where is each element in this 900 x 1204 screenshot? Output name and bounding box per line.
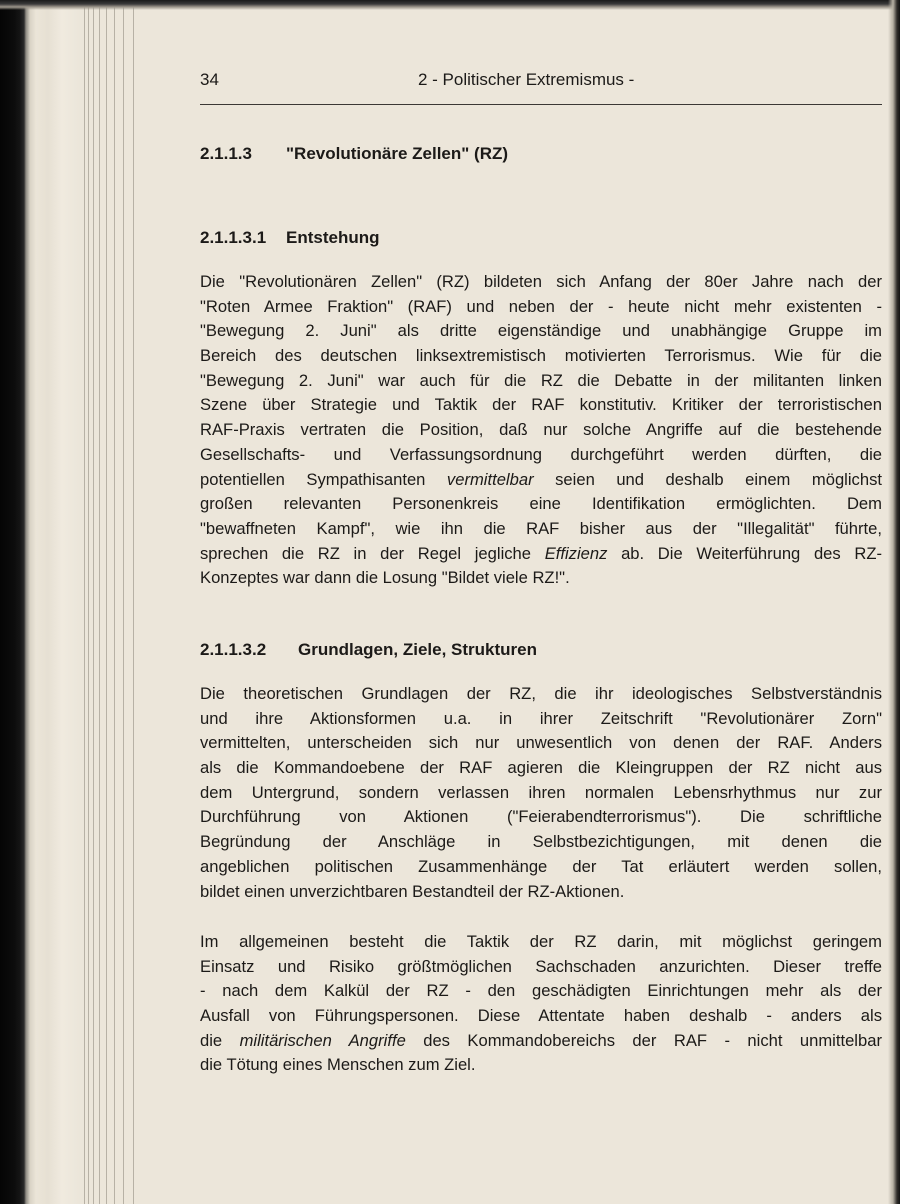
text-run: des Kommandobereichs der RAF - nicht unmittelbar: [405, 1030, 882, 1050]
subsection-heading-grundlagen: [200, 640, 537, 660]
text-run: potentiellen Sympathisanten: [200, 469, 447, 489]
page-edge-line: [106, 0, 107, 1204]
text-line: angeblichen politischen Zusammenhänge der Tat erläutert werden sollen,: [200, 856, 882, 876]
section-number: 2.1.1.3: [200, 144, 252, 163]
running-head: [200, 66, 882, 96]
text-run: sprechen die RZ in der Regel jegliche: [200, 543, 545, 563]
text-line: Bereich des deutschen linksextremistisch motivierten Terrorismus. Wie für die: [200, 346, 882, 366]
text-line: [200, 542, 882, 567]
page-edge-line: [123, 0, 124, 1204]
paragraph-taktik: [200, 930, 882, 1078]
text-run: ab. Die Weiterführung des RZ-: [607, 543, 882, 563]
text-line: - nach dem Kalkül der RZ - den geschädigten Einrichtungen mehr als der: [200, 981, 882, 1001]
text-line: großen relevanten Personenkreis eine Identifikation ermöglichten. Dem: [200, 494, 882, 514]
subsection-number: 2.1.1.3.1: [200, 228, 267, 247]
page-edge-line: [88, 0, 89, 1204]
book-spine-shadow: [0, 0, 80, 1204]
text-line: "Bewegung 2. Juni" als dritte eigenständige und unabhängige Gruppe im: [200, 321, 882, 341]
page-edge-line: [84, 0, 85, 1204]
text-line: dem Untergrund, sondern verlassen ihren normalen Lebensrhythmus nur zur: [200, 782, 882, 802]
page-edge-line: [114, 0, 115, 1204]
text-line: Einsatz und Risiko größtmöglichen Sachschaden anzurichten. Dieser treffe: [200, 956, 882, 976]
text-line: als die Kommandoebene der RAF agieren die Kleingruppen der RZ nicht aus: [200, 758, 882, 778]
subsection-title: Entstehung: [286, 228, 380, 247]
text-line: und ihre Aktionsformen u.a. in ihrer Zeitschrift "Revolutionärer Zorn": [200, 708, 882, 728]
text-run: die: [200, 1030, 240, 1050]
page-edge-line: [99, 0, 100, 1204]
text-line: Die "Revolutionären Zellen" (RZ) bildeten sich Anfang der 80er Jahre nach der: [200, 272, 882, 291]
page-edge-line: [133, 0, 134, 1204]
text-line: Konzeptes war dann die Losung "Bildet viele RZ!".: [200, 568, 570, 588]
page-number: 34: [200, 70, 219, 89]
italic-emphasis: Effizienz: [544, 543, 608, 563]
subsection-number: 2.1.1.3.2: [200, 640, 267, 659]
text-line: die Tötung eines Menschen zum Ziel.: [200, 1055, 476, 1075]
text-run: seien und deshalb einem möglichst: [533, 469, 882, 489]
text-line: "bewaffneten Kampf", wie ihn die RAF bisher aus der "Illegalität" führte,: [200, 518, 882, 538]
text-line: "Bewegung 2. Juni" war auch für die RZ die Debatte in der militanten linken: [200, 370, 882, 390]
text-line: Begründung der Anschläge in Selbstbezichtigungen, mit denen die: [200, 832, 882, 852]
paragraph-entstehung: [200, 270, 882, 591]
running-head-title: 2 - Politischer Extremismus -: [418, 70, 635, 89]
text-line: "Roten Armee Fraktion" (RAF) und neben der - heute nicht mehr existenten -: [200, 296, 882, 316]
subsection-heading-entstehung: [200, 228, 380, 248]
italic-emphasis: vermittelbar: [446, 469, 534, 489]
header-rule: [200, 104, 882, 105]
scan-right-edge: [888, 0, 900, 1204]
text-line: Im allgemeinen besteht die Taktik der RZ darin, mit möglichst geringem: [200, 932, 882, 951]
italic-emphasis: militärischen Angriffe: [239, 1030, 406, 1050]
text-line: vermittelten, unterscheiden sich nur unwesentlich von denen der RAF. Anders: [200, 733, 882, 753]
scan-top-edge: [0, 0, 900, 10]
text-line: Szene über Strategie und Taktik der RAF konstitutiv. Kritiker der terroristischen: [200, 395, 882, 415]
section-heading: [200, 144, 508, 164]
text-line: Durchführung von Aktionen ("Feierabendterrorismus"). Die schriftliche: [200, 807, 882, 827]
section-title: "Revolutionäre Zellen" (RZ): [286, 144, 509, 163]
subsection-title: Grundlagen, Ziele, Strukturen: [298, 640, 537, 659]
text-line: Ausfall von Führungspersonen. Diese Attentate haben deshalb - anders als: [200, 1006, 882, 1026]
text-line: RAF-Praxis vertraten die Position, daß nur solche Angriffe auf die bestehende: [200, 420, 882, 440]
text-line: [200, 1029, 882, 1054]
paragraph-grundlagen: [200, 682, 882, 904]
page-edge-line: [93, 0, 94, 1204]
text-line: Die theoretischen Grundlagen der RZ, die ihr ideologisches Selbstverständnis: [200, 684, 882, 703]
text-line: Gesellschafts- und Verfassungsordnung durchgeführt werden dürften, die: [200, 444, 882, 464]
text-line: bildet einen unverzichtbaren Bestandteil der RZ-Aktionen.: [200, 881, 625, 901]
text-line: [200, 468, 882, 493]
